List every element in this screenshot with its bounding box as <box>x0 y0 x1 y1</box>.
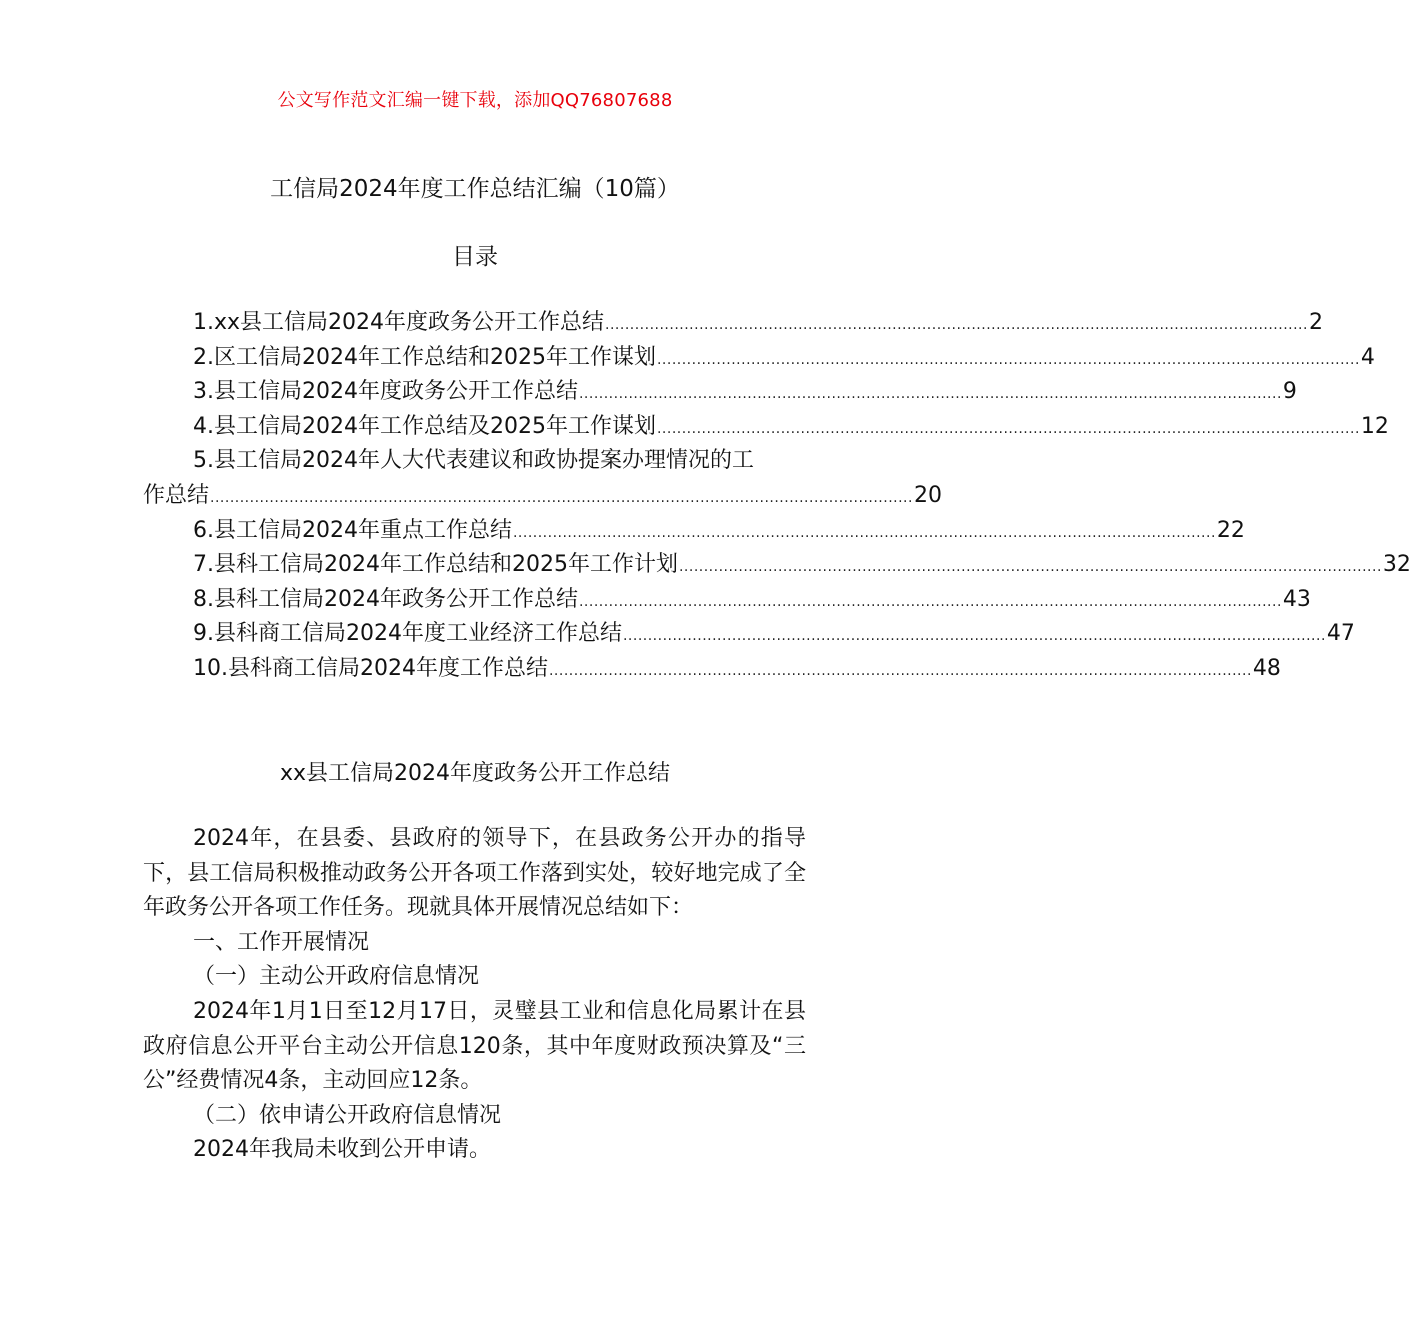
toc-leader-dots: .............................................................................................................................................. <box>656 420 1360 437</box>
toc-entry-page: 47 <box>1326 621 1355 647</box>
toc-entry-title: 5.县工信局2024年人大代表建议和政协提案办理情况的工 <box>193 448 754 474</box>
toc-entry-page: 48 <box>1252 655 1281 681</box>
body-paragraph: 2024年，在县委、县政府的领导下，在县政务公开办的指导下，县工信局积极推动政务公开各项工作落到实处，较好地完成了全年政务公开各项工作任务。现就具体开展情况总结如下： <box>143 826 806 921</box>
body-paragraph: 2024年我局未收到公开申请。 <box>193 1137 491 1163</box>
toc-entry[interactable] <box>143 375 1297 410</box>
toc-entry[interactable] <box>143 514 1245 549</box>
toc-entry-title: 7.县科工信局2024年工作总结和2025年工作计划 <box>193 552 678 578</box>
toc-leader-dots: .............................................................................................................................................. <box>210 489 913 506</box>
body-heading-level2: （二）依申请公开政府信息情况 <box>193 1102 502 1128</box>
toc-leader-dots: .............................................................................................................................................. <box>578 593 1282 610</box>
document-title: 工信局2024年度工作总结汇编（10篇） <box>270 176 680 202</box>
toc-entry-title-continued: 作总结 <box>143 482 210 508</box>
toc-leader-dots: .............................................................................................................................................. <box>678 559 1382 576</box>
body-heading-level2: （一）主动公开政府信息情况 <box>193 964 480 990</box>
toc-entry-title: 3.县工信局2024年度政务公开工作总结 <box>193 379 578 405</box>
toc-entry[interactable] <box>143 548 1411 583</box>
toc-entry-page: 22 <box>1216 517 1245 543</box>
toc-leader-dots: .............................................................................................................................................. <box>578 386 1282 403</box>
toc-entry-page: 43 <box>1282 586 1311 612</box>
section-title: xx县工信局2024年度政务公开工作总结 <box>279 761 671 786</box>
download-banner: 公文写作范文汇编一键下载，添加QQ76807688 <box>277 90 673 111</box>
toc-entry-page: 9 <box>1282 379 1297 405</box>
toc-entry[interactable] <box>143 341 1375 376</box>
toc-heading: 目录 <box>452 244 498 270</box>
toc-leader-dots: .............................................................................................................................................. <box>605 317 1308 333</box>
toc-entry-page: 4 <box>1360 344 1375 370</box>
toc-entry[interactable] <box>143 652 1281 687</box>
toc-entry-title: 10.县科商工信局2024年度工作总结 <box>193 655 548 681</box>
toc-leader-dots: .............................................................................................................................................. <box>548 662 1252 679</box>
toc-entry-title: 2.区工信局2024年工作总结和2025年工作谋划 <box>193 344 656 370</box>
toc-entry[interactable] <box>143 306 1323 341</box>
toc-entry[interactable] <box>143 617 1355 652</box>
table-of-contents <box>143 306 1411 687</box>
toc-leader-dots: .............................................................................................................................................. <box>656 351 1360 368</box>
body-heading-level1: 一、工作开展情况 <box>193 929 370 955</box>
toc-entry-page: 20 <box>913 482 942 508</box>
toc-leader-dots: .............................................................................................................................................. <box>512 524 1216 541</box>
toc-entry-wrapped-first-line[interactable] <box>143 444 806 479</box>
toc-entry-title: 4.县工信局2024年工作总结及2025年工作谋划 <box>193 413 656 439</box>
section-body <box>143 822 806 1168</box>
toc-entry-title: 1.xx县工信局2024年度政务公开工作总结 <box>193 310 605 335</box>
toc-entry[interactable] <box>143 410 1389 445</box>
toc-entry-page: 12 <box>1360 413 1389 439</box>
toc-entry-title: 6.县工信局2024年重点工作总结 <box>193 517 512 543</box>
body-paragraph: 2024年1月1日至12月17日，灵璧县工业和信息化局累计在县政府信息公开平台主动公开信息120条，其中年度财政预决算及“三公”经费情况4条，主动回应12条。 <box>143 998 806 1094</box>
toc-entry-title: 8.县科工信局2024年政务公开工作总结 <box>193 586 578 612</box>
toc-entry-title: 9.县科商工信局2024年度工业经济工作总结 <box>193 621 622 647</box>
toc-entry-page: 2 <box>1308 310 1323 335</box>
toc-entry-wrapped-second-line[interactable] <box>143 479 942 514</box>
toc-entry-page: 32 <box>1382 552 1411 578</box>
toc-entry[interactable] <box>143 583 1311 618</box>
toc-leader-dots: .............................................................................................................................................. <box>622 628 1326 645</box>
